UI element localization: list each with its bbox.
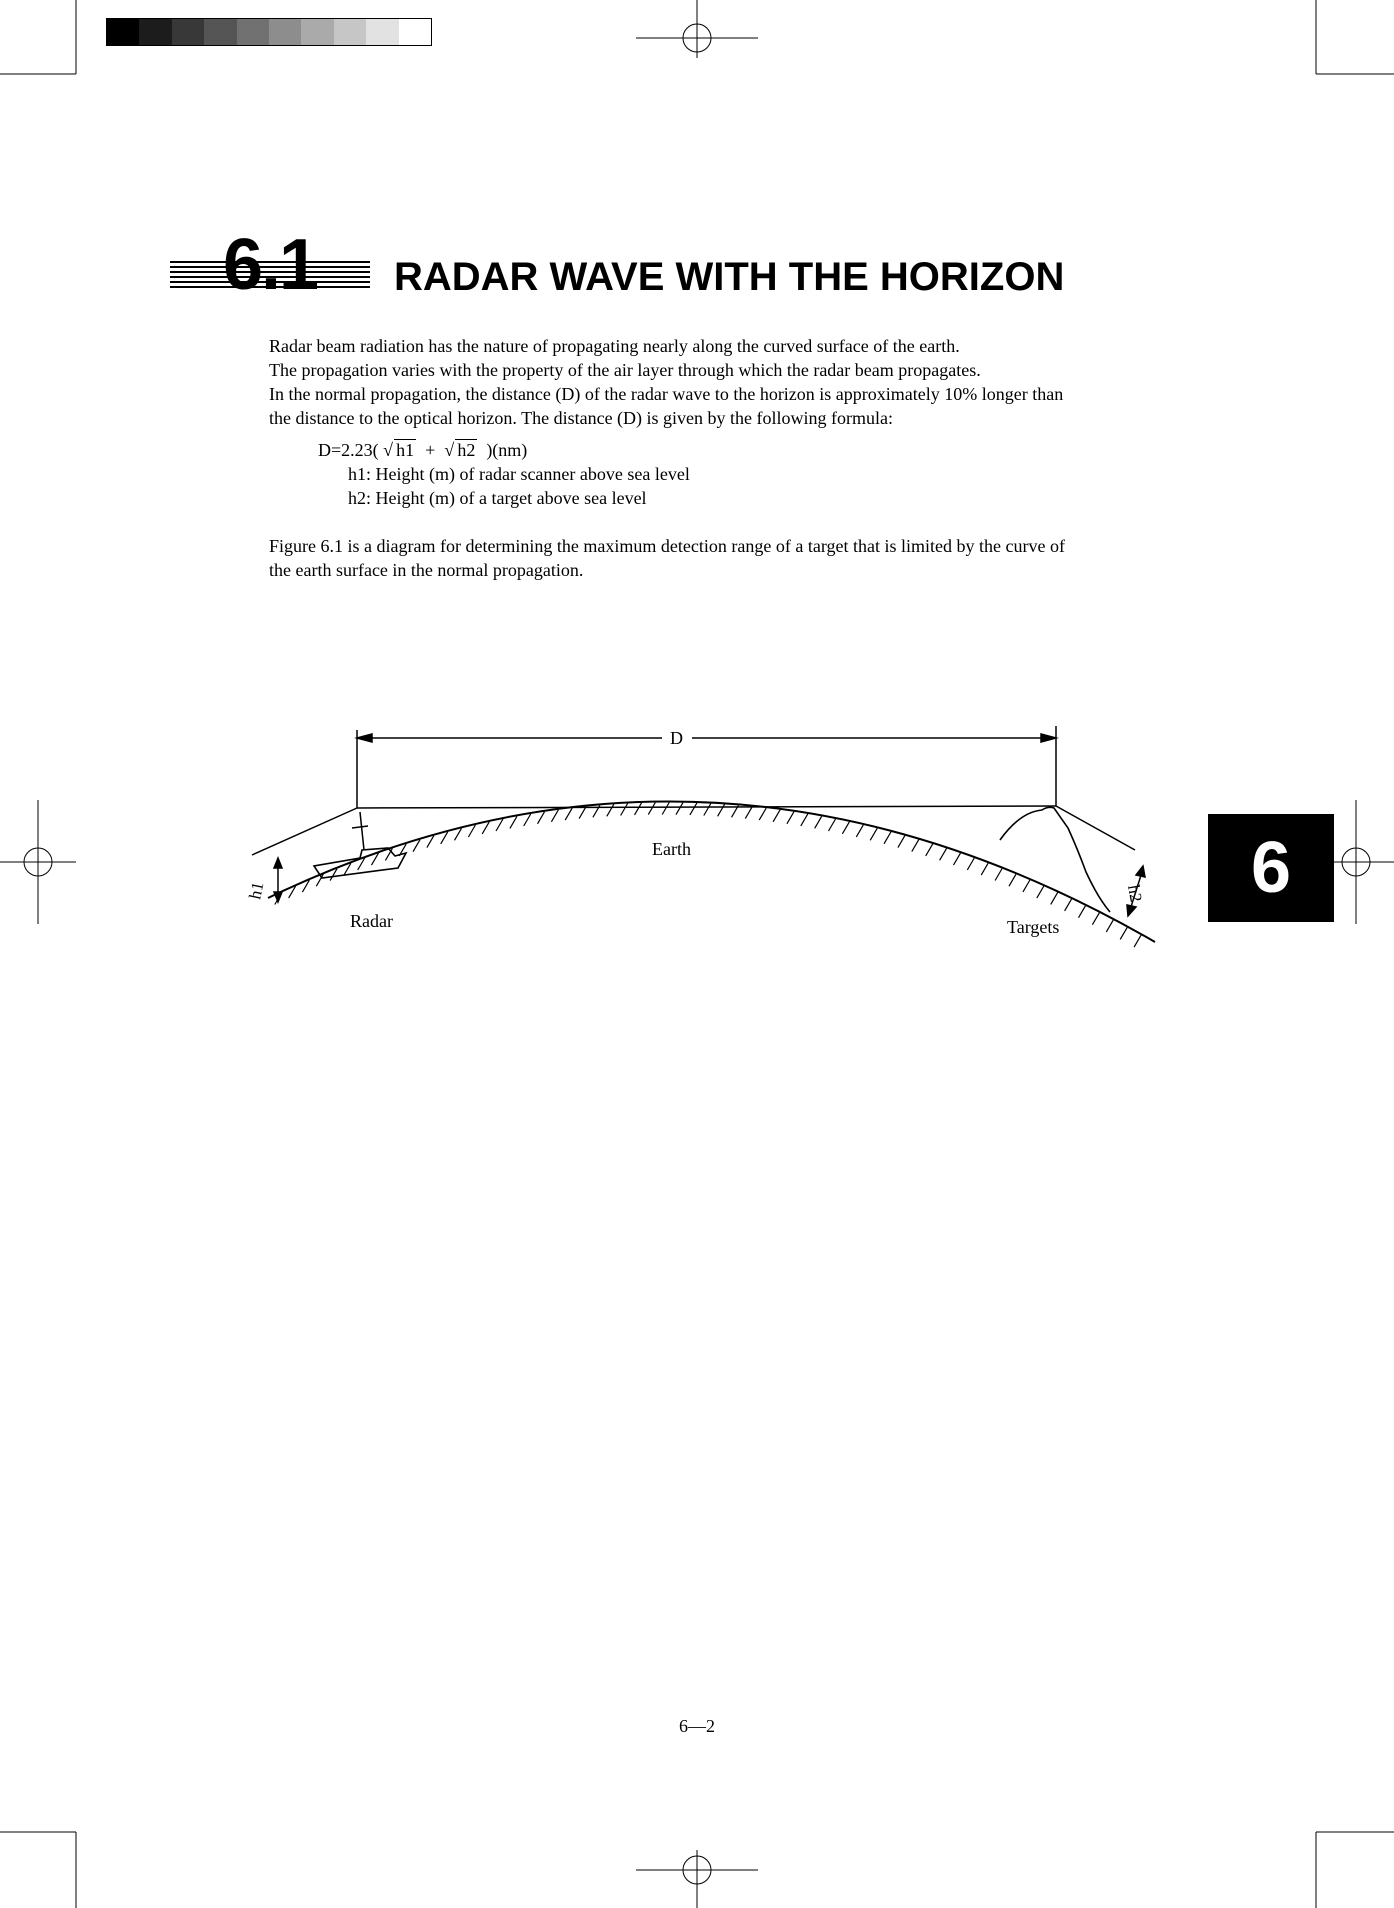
page-number: 6—2 bbox=[679, 1716, 715, 1736]
hatch-mark bbox=[912, 840, 919, 852]
hatch-mark bbox=[1023, 880, 1030, 892]
hatch-mark bbox=[524, 814, 531, 826]
h2-label: h2 bbox=[1124, 883, 1146, 904]
hatch-mark bbox=[801, 814, 808, 826]
hatch-mark bbox=[829, 819, 836, 831]
figure-description-line: Figure 6.1 is a diagram for determining the maximum detection range of a target that is limited by the curve of bbox=[269, 536, 1065, 556]
gray-swatch bbox=[172, 19, 204, 45]
h2-arrow-top bbox=[1136, 866, 1145, 877]
hatch-mark bbox=[565, 808, 572, 820]
hatch-mark bbox=[856, 825, 863, 837]
hatch-mark bbox=[1134, 935, 1141, 947]
ship-hull bbox=[314, 848, 406, 878]
hatch-mark bbox=[1079, 906, 1086, 918]
hatch-mark bbox=[898, 836, 905, 848]
hatch-mark bbox=[870, 828, 877, 840]
hatch-mark bbox=[704, 804, 711, 816]
gray-swatch bbox=[269, 19, 301, 45]
hatch-mark bbox=[468, 825, 475, 837]
gray-swatch bbox=[366, 19, 398, 45]
hatch-mark bbox=[1106, 920, 1113, 932]
hatch-mark bbox=[690, 803, 697, 815]
hatch-mark bbox=[551, 810, 558, 822]
formula-plus: + bbox=[420, 440, 440, 460]
figure-description-line: the earth surface in the normal propagation. bbox=[269, 560, 584, 580]
h2-definition: h2: Height (m) of a target above sea level bbox=[348, 488, 647, 508]
sqrt-h1: √ h1 bbox=[383, 440, 415, 460]
line-of-sight bbox=[357, 806, 1056, 808]
body-line: Radar beam radiation has the nature of propagating nearly along the curved surface of the earth. bbox=[269, 336, 960, 356]
section-number-block bbox=[170, 225, 370, 305]
figure-description bbox=[269, 534, 1065, 582]
section-number: 6.1 bbox=[222, 225, 318, 305]
gray-swatch bbox=[301, 19, 333, 45]
hatch-mark bbox=[759, 808, 766, 820]
hatch-mark bbox=[773, 810, 780, 822]
hatch-mark bbox=[1120, 927, 1127, 939]
hatch-mark bbox=[482, 822, 489, 834]
hatch-mark bbox=[1092, 913, 1099, 925]
gray-swatch bbox=[204, 19, 236, 45]
hatch-mark bbox=[787, 812, 794, 824]
hatch-mark bbox=[648, 803, 655, 815]
d-label: D bbox=[670, 728, 683, 748]
sqrt-h2: √ h2 bbox=[444, 440, 476, 460]
h1-arrow-top bbox=[274, 858, 282, 868]
hatch-mark bbox=[441, 832, 448, 844]
targets-label: Targets bbox=[1007, 917, 1060, 937]
hatch-mark bbox=[676, 803, 683, 815]
gray-swatch bbox=[139, 19, 171, 45]
hatch-mark bbox=[1037, 886, 1044, 898]
formula-suffix: )(nm) bbox=[481, 440, 528, 460]
ship-scanner bbox=[352, 826, 368, 828]
h1-definition: h1: Height (m) of radar scanner above sea level bbox=[348, 464, 690, 484]
hatch-mark bbox=[510, 816, 517, 828]
hatch-mark bbox=[579, 807, 586, 819]
hatch-mark bbox=[954, 853, 961, 865]
distance-formula bbox=[318, 438, 527, 462]
hatch-mark bbox=[981, 863, 988, 875]
ship-mast bbox=[360, 812, 364, 850]
body-line: In the normal propagation, the distance (D) of the radar wave to the horizon is approximately 10% longer than bbox=[269, 384, 1064, 404]
hatch-mark bbox=[745, 807, 752, 819]
section-title: RADAR WAVE WITH THE HORIZON bbox=[394, 255, 1065, 299]
body-line: the distance to the optical horizon. The distance (D) is given by the following formula: bbox=[269, 408, 894, 428]
hatch-mark bbox=[842, 822, 849, 834]
hatch-mark bbox=[967, 858, 974, 870]
grayscale-calibration-strip bbox=[106, 18, 432, 46]
body-line: The propagation varies with the property of the air layer through which the radar beam propagates. bbox=[269, 360, 981, 380]
body-paragraph bbox=[269, 334, 1063, 430]
h1-label: h1 bbox=[245, 880, 268, 901]
d-arrow-left bbox=[357, 734, 372, 742]
formula-term-h2: h2 bbox=[457, 440, 476, 460]
hatch-mark bbox=[940, 848, 947, 860]
hatch-mark bbox=[884, 832, 891, 844]
hatch-mark bbox=[455, 828, 462, 840]
hatch-mark bbox=[995, 869, 1002, 881]
chapter-tab: 6 bbox=[1208, 814, 1334, 922]
earth-label: Earth bbox=[652, 839, 691, 859]
hatch-mark bbox=[496, 819, 503, 831]
h2-arrow-bottom bbox=[1127, 905, 1136, 916]
hatch-mark bbox=[1065, 899, 1072, 911]
gray-swatch bbox=[334, 19, 366, 45]
hatch-mark bbox=[815, 816, 822, 828]
hatch-mark bbox=[621, 804, 628, 816]
hatch-mark bbox=[635, 803, 642, 815]
hatch-mark bbox=[718, 804, 725, 816]
h1-guide-line bbox=[252, 808, 357, 855]
gray-swatch bbox=[399, 19, 431, 45]
gray-swatch bbox=[107, 19, 139, 45]
hatch-mark bbox=[926, 844, 933, 856]
hatch-mark bbox=[607, 804, 614, 816]
d-arrow-right bbox=[1041, 734, 1056, 742]
formula-term-h1: h1 bbox=[396, 440, 415, 460]
hatch-mark bbox=[1051, 892, 1058, 904]
radar-label: Radar bbox=[350, 911, 393, 931]
hatch-mark bbox=[1009, 874, 1016, 886]
gray-swatch bbox=[237, 19, 269, 45]
formula-prefix: D=2.23( bbox=[318, 440, 379, 460]
hatch-mark bbox=[662, 803, 669, 815]
hatch-mark bbox=[538, 812, 545, 824]
hatch-mark bbox=[427, 836, 434, 848]
